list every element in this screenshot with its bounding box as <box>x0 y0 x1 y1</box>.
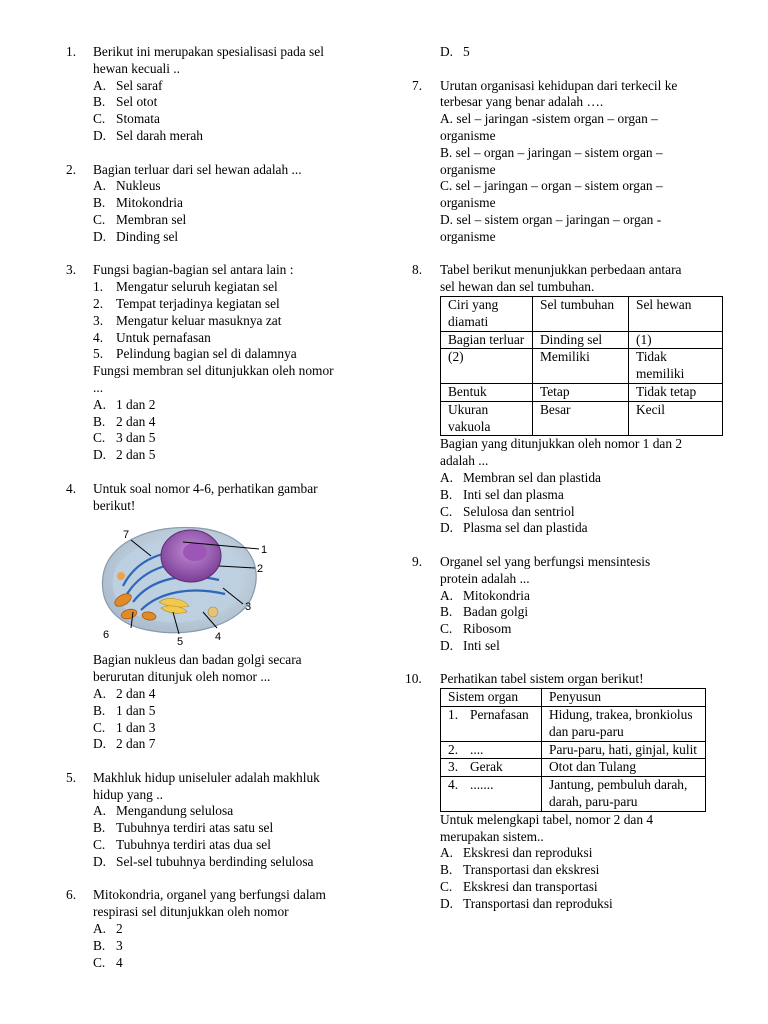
question-8 <box>412 262 724 537</box>
question-6-continued <box>412 44 724 61</box>
option-a[interactable]: A. sel – jaringan -sistem organ – organ – organisme <box>440 111 658 143</box>
option-a[interactable]: A. Nukleus <box>93 178 161 194</box>
option-d[interactable]: D. Sel darah merah <box>93 127 203 143</box>
option-b[interactable]: B. sel – organ – jaringan – sistem organ – organisme <box>440 144 663 177</box>
cell-illustration <box>93 516 273 646</box>
option-a[interactable]: A. Membran sel dan plastida <box>440 469 601 485</box>
option-d[interactable]: D. 2 dan 5 <box>93 447 156 463</box>
question-number: 3. <box>66 262 77 278</box>
option-c[interactable]: C. Tubuhnya terdiri atas dua sel <box>93 837 271 853</box>
option-c[interactable]: C. sel – jaringan – organ – sistem organ – organisme <box>440 178 663 211</box>
question-prompt: Bagian yang ditunjukkan oleh nomor 1 dan 2 adalah ... <box>440 436 683 469</box>
comparison-table <box>440 296 723 436</box>
option-c[interactable]: C. Stomata <box>93 111 160 127</box>
table-header-row: Sistem organ Penyusun <box>441 689 706 707</box>
option-b[interactable]: B. Tubuhnya terdiri atas satu sel <box>93 820 274 836</box>
option-d[interactable]: D. Sel-sel tubuhnya berdinding selulosa <box>93 853 314 869</box>
figure-label-6: 6 <box>103 629 110 642</box>
option-b[interactable]: B. 2 dan 4 <box>93 413 156 429</box>
question-6 <box>66 887 386 971</box>
option-c[interactable]: C. 4 <box>93 954 123 970</box>
question-number: 4. <box>66 480 77 496</box>
question-number: 6. <box>66 887 77 903</box>
question-stem: Urutan organisasi kehidupan dari terkecil ke terbesar yang benar adalah …. <box>440 77 678 110</box>
question-stem: Fungsi bagian-bagian sel antara lain : <box>93 262 294 278</box>
table-row: (2) Memiliki Tidak memiliki <box>441 349 723 384</box>
option-b[interactable]: B. 1 dan 5 <box>93 702 156 718</box>
table-row: 2. .... Paru-paru, hati, ginjal, kulit <box>441 741 706 759</box>
question-stem: Untuk soal nomor 4-6, perhatikan gambar berikut! <box>93 480 318 513</box>
question-3 <box>66 262 386 464</box>
option-a[interactable]: A. 2 <box>93 921 123 937</box>
table-row: Ciri yang diamati Sel tumbuhan Sel hewan <box>441 296 723 331</box>
question-stem: Mitokondria, organel yang berfungsi dalam respirasi sel ditunjukkan oleh nomor <box>93 887 326 920</box>
question-prompt: Untuk melengkapi tabel, nomor 2 dan 4 merupakan sistem.. <box>440 811 654 844</box>
option-d[interactable]: D. sel – sistem organ – jaringan – organ - organisme <box>440 211 662 244</box>
option-c[interactable]: C. Membran sel <box>93 211 187 227</box>
question-9 <box>412 554 724 655</box>
figure-label-1: 1 <box>261 544 268 557</box>
question-number: 1. <box>66 44 77 59</box>
question-stem: Tabel berikut menunjukkan perbedaan antara sel hewan dan sel tumbuhan. <box>440 262 682 295</box>
question-10 <box>405 671 724 912</box>
list-item: 5. Pelindung bagian sel di dalamnya <box>93 346 297 362</box>
list-item: 3. Mengatur keluar masuknya zat <box>93 312 282 328</box>
option-d[interactable]: D. Inti sel <box>440 637 500 653</box>
option-d[interactable]: D. Transportasi dan reproduksi <box>440 895 613 911</box>
option-d[interactable]: D. 2 dan 7 <box>93 736 156 752</box>
question-stem: Bagian terluar dari sel hewan adalah ... <box>93 161 302 177</box>
option-b[interactable]: B. Badan golgi <box>440 604 529 620</box>
option-b[interactable]: B. Inti sel dan plasma <box>440 486 564 502</box>
option-c[interactable]: C. Ekskresi dan transportasi <box>440 879 598 895</box>
question-stem: Makhluk hidup uniseluler adalah makhluk hidup yang .. <box>93 769 320 802</box>
option-d[interactable]: D. 5 <box>440 44 470 59</box>
table-row: 1. Pernafasan Hidung, trakea, bronkiolus dan paru-paru <box>441 707 706 742</box>
question-4 <box>66 481 386 753</box>
question-7 <box>412 78 724 246</box>
option-d[interactable]: D. Dinding sel <box>93 228 179 244</box>
list-item: 2. Tempat terjadinya kegiatan sel <box>93 295 280 311</box>
table-row: Bagian terluar Dinding sel (1) <box>441 331 723 349</box>
question-number: 8. <box>412 262 423 278</box>
option-a[interactable]: A. Mengandung selulosa <box>93 803 234 819</box>
figure-label-5: 5 <box>177 636 184 647</box>
left-column <box>66 44 386 988</box>
option-c[interactable]: C. Ribosom <box>440 621 512 637</box>
option-c[interactable]: C. 1 dan 3 <box>93 719 156 735</box>
option-a[interactable]: A. Sel saraf <box>93 77 163 93</box>
figure-label-2: 2 <box>257 563 264 576</box>
question-stem: Organel sel yang berfungsi mensintesis protein adalah ... <box>440 553 651 586</box>
right-column <box>405 44 724 929</box>
option-d[interactable]: D. Plasma sel dan plastida <box>440 520 588 536</box>
figure-label-3: 3 <box>245 601 252 614</box>
animal-cell-diagram <box>93 516 273 646</box>
option-b[interactable]: B. Transportasi dan ekskresi <box>440 862 600 878</box>
figure-label-4: 4 <box>215 631 222 644</box>
question-2 <box>66 162 386 246</box>
question-stem: Berikut ini merupakan spesialisasi pada sel hewan kecuali .. <box>93 44 324 76</box>
question-prompt: Fungsi membran sel ditunjukkan oleh nomor ... <box>93 363 334 395</box>
question-number: 5. <box>66 769 77 785</box>
option-b[interactable]: B. Mitokondria <box>93 195 183 211</box>
question-number: 9. <box>412 553 423 569</box>
question-5 <box>66 770 386 871</box>
table-row: 3. Gerak Otot dan Tulang <box>441 759 706 777</box>
organ-system-table <box>440 688 706 812</box>
option-b[interactable]: B. Sel otot <box>93 94 158 110</box>
option-a[interactable]: A. Mitokondria <box>440 587 530 603</box>
question-number: 10. <box>405 671 422 687</box>
option-c[interactable]: C. 3 dan 5 <box>93 430 156 446</box>
list-item: 1. Mengatur seluruh kegiatan sel <box>93 279 278 295</box>
question-number: 7. <box>412 77 423 93</box>
figure-label-7: 7 <box>123 529 130 542</box>
question-prompt: Bagian nukleus dan badan golgi secara berurutan ditunjuk oleh nomor ... <box>93 652 302 685</box>
table-row: Bentuk Tetap Tidak tetap <box>441 383 723 401</box>
table-row: Ukuran vakuola Besar Kecil <box>441 401 723 436</box>
option-b[interactable]: B. 3 <box>93 937 123 953</box>
question-number: 2. <box>66 161 77 177</box>
question-stem: Perhatikan tabel sistem organ berikut! <box>440 671 644 687</box>
table-row: 4. ....... Jantung, pembuluh darah, darah, paru-paru <box>441 777 706 812</box>
option-a[interactable]: A. 2 dan 4 <box>93 685 156 701</box>
question-1 <box>66 44 386 145</box>
list-item: 4. Untuk pernafasan <box>93 329 211 345</box>
option-a[interactable]: A. 1 dan 2 <box>93 396 156 412</box>
option-a[interactable]: A. Ekskresi dan reproduksi <box>440 845 593 861</box>
option-c[interactable]: C. Selulosa dan sentriol <box>440 503 575 519</box>
